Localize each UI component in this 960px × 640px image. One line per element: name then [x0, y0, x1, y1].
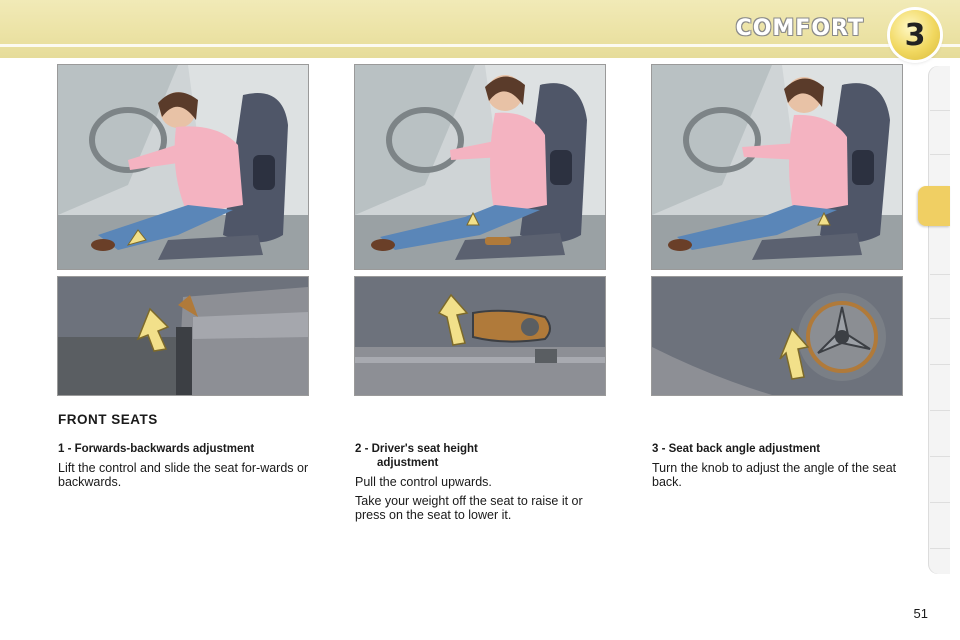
seat-control-closeup-1	[57, 276, 309, 396]
seat-scene-illustration-icon	[355, 65, 605, 269]
instruction-column-3	[652, 442, 907, 494]
chapter-tab-7[interactable]	[930, 368, 950, 411]
page-number: 51	[913, 606, 928, 621]
chapter-tab-2[interactable]	[930, 112, 950, 155]
instruction-text: Lift the control and slide the seat for-wards or backwards.	[58, 461, 309, 489]
seat-scene-illustration-icon	[58, 65, 308, 269]
chapter-tab-5[interactable]	[930, 276, 950, 319]
rotary-knob-icon	[808, 303, 876, 371]
chapter-number: 3	[904, 17, 926, 53]
chapter-tab-9[interactable]	[930, 460, 950, 503]
instruction-heading-1: 1 - Forwards-backwards adjustment	[58, 443, 255, 455]
instruction-text: Take your weight off the seat to raise it or press on the seat to lower it.	[355, 494, 583, 522]
instruction-heading-2	[355, 442, 610, 470]
chapter-tab-1[interactable]	[930, 68, 950, 111]
seat-control-closeup-3	[651, 276, 903, 396]
instruction-heading-line: adjustment	[377, 457, 439, 469]
instruction-heading-3: 3 - Seat back angle adjustment	[652, 443, 821, 455]
instruction-column-2	[355, 442, 610, 527]
seat-scene-illustration-2	[354, 64, 606, 270]
seat-scene-illustration-1	[57, 64, 309, 270]
seat-scene-illustration-icon	[652, 65, 902, 269]
section-title: FRONT SEATS	[58, 412, 158, 427]
chapter-header	[0, 0, 960, 58]
instruction-heading-line: 2 - Driver's seat height	[355, 443, 478, 455]
header-divider	[0, 44, 960, 47]
chapter-title: COMFORT	[735, 16, 864, 41]
instruction-text: Pull the control upwards.	[355, 475, 492, 489]
seat-control-closeup-icon	[652, 277, 902, 395]
seat-control-closeup-icon	[58, 277, 308, 395]
seat-control-closeup-icon	[355, 277, 605, 395]
instruction-text: Turn the knob to adjust the angle of the seat back.	[652, 461, 897, 489]
chapter-tab-8[interactable]	[930, 414, 950, 457]
chapter-tab-3-active[interactable]	[918, 186, 950, 226]
instruction-column-1	[58, 442, 313, 494]
seat-scene-illustration-3	[651, 64, 903, 270]
chapter-tab-10[interactable]	[930, 506, 950, 549]
seat-control-closeup-2	[354, 276, 606, 396]
chapter-number-badge	[890, 10, 940, 60]
chapter-tab-strip	[928, 66, 950, 574]
chapter-tab-4[interactable]	[930, 232, 950, 275]
chapter-tab-6[interactable]	[930, 322, 950, 365]
